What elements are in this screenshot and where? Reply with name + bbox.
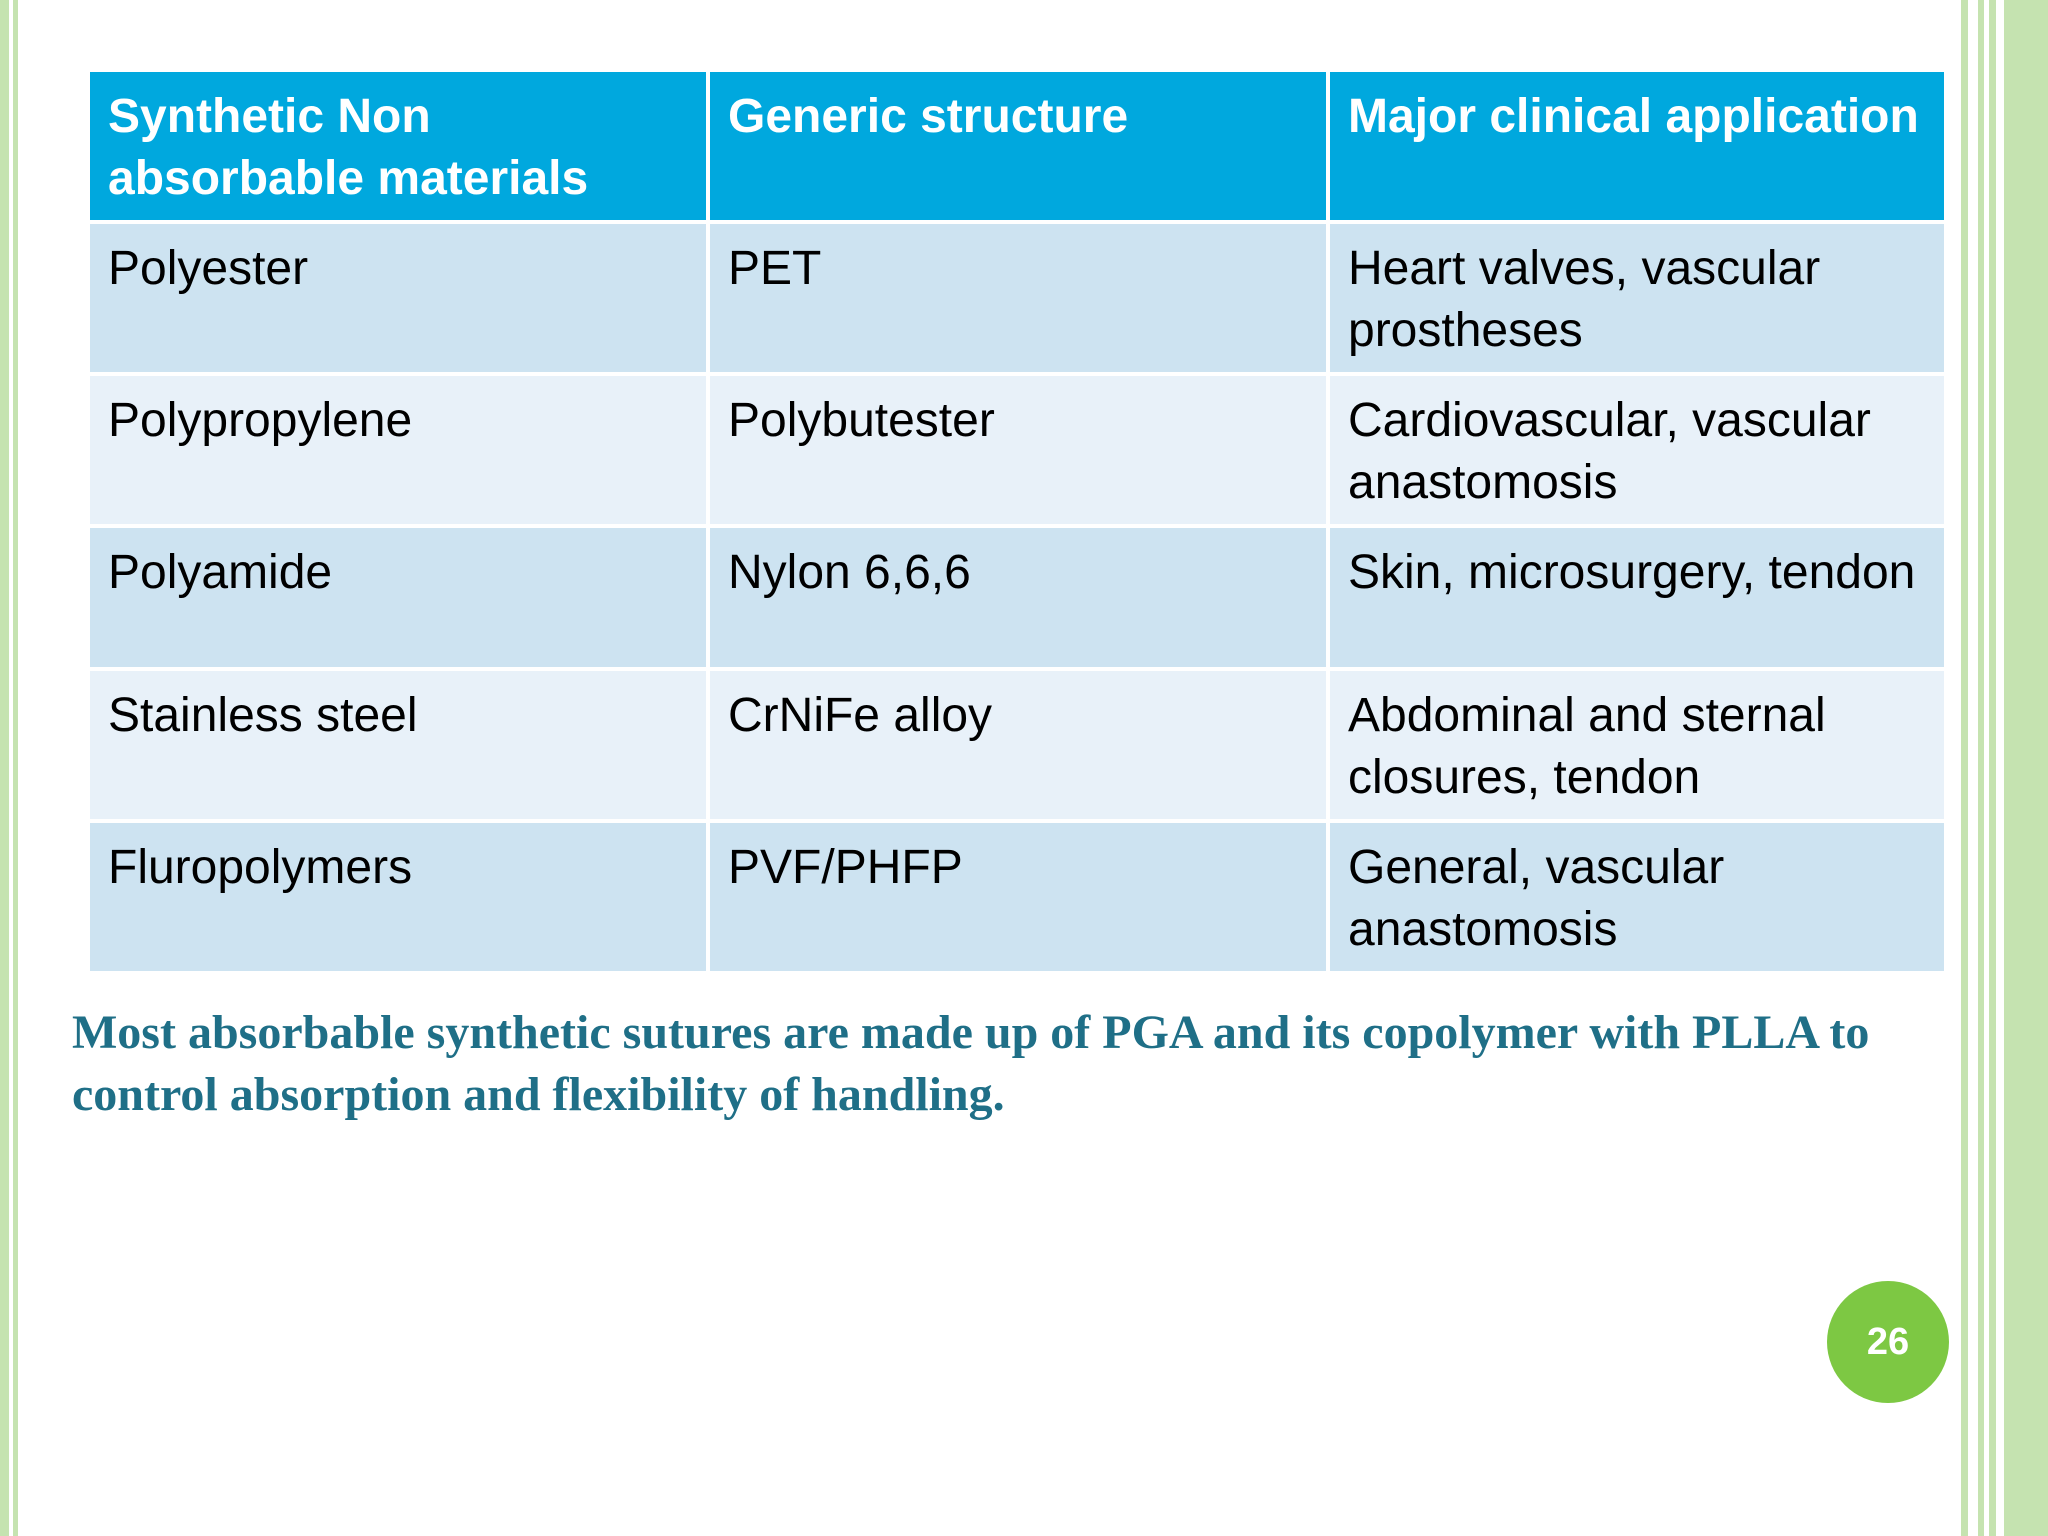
cell-application: Cardiovascular, vascular anastomosis	[1328, 374, 1946, 526]
left-border-stripe	[13, 0, 18, 1536]
cell-application: Abdominal and sternal closures, tendon	[1328, 669, 1946, 821]
table-row	[88, 669, 1946, 821]
materials-table-container	[86, 68, 1944, 975]
table-row	[88, 526, 1946, 669]
cell-structure: CrNiFe alloy	[708, 669, 1328, 821]
cell-material: Polypropylene	[88, 374, 708, 526]
cell-application: Skin, microsurgery, tendon	[1328, 526, 1946, 669]
cell-structure: Nylon 6,6,6	[708, 526, 1328, 669]
header-materials: Synthetic Non absorbable materials	[88, 70, 708, 222]
cell-structure: PET	[708, 222, 1328, 374]
cell-application: Heart valves, vascular prostheses	[1328, 222, 1946, 374]
table-row	[88, 821, 1946, 973]
right-border-stripe	[1961, 0, 1968, 1536]
header-generic-structure: Generic structure	[708, 70, 1328, 222]
right-border-stripe	[2004, 0, 2048, 1536]
cell-material: Fluropolymers	[88, 821, 708, 973]
cell-material: Polyester	[88, 222, 708, 374]
left-border-stripe	[0, 0, 9, 1536]
materials-table	[86, 68, 1948, 975]
table-header-row	[88, 70, 1946, 222]
right-border-stripe	[1989, 0, 1996, 1536]
page-number-badge: 26	[1827, 1281, 1949, 1403]
cell-application: General, vascular anastomosis	[1328, 821, 1946, 973]
cell-structure: Polybutester	[708, 374, 1328, 526]
summary-note: Most absorbable synthetic sutures are made up of PGA and its copolymer with PLLA to control absorption and flexibility of handling.	[72, 1006, 1870, 1121]
table-row	[88, 374, 1946, 526]
cell-structure: PVF/PHFP	[708, 821, 1328, 973]
cell-material: Polyamide	[88, 526, 708, 669]
cell-material: Stainless steel	[88, 669, 708, 821]
header-clinical-application: Major clinical application	[1328, 70, 1946, 222]
right-border-stripe	[1978, 0, 1984, 1536]
table-row	[88, 222, 1946, 374]
